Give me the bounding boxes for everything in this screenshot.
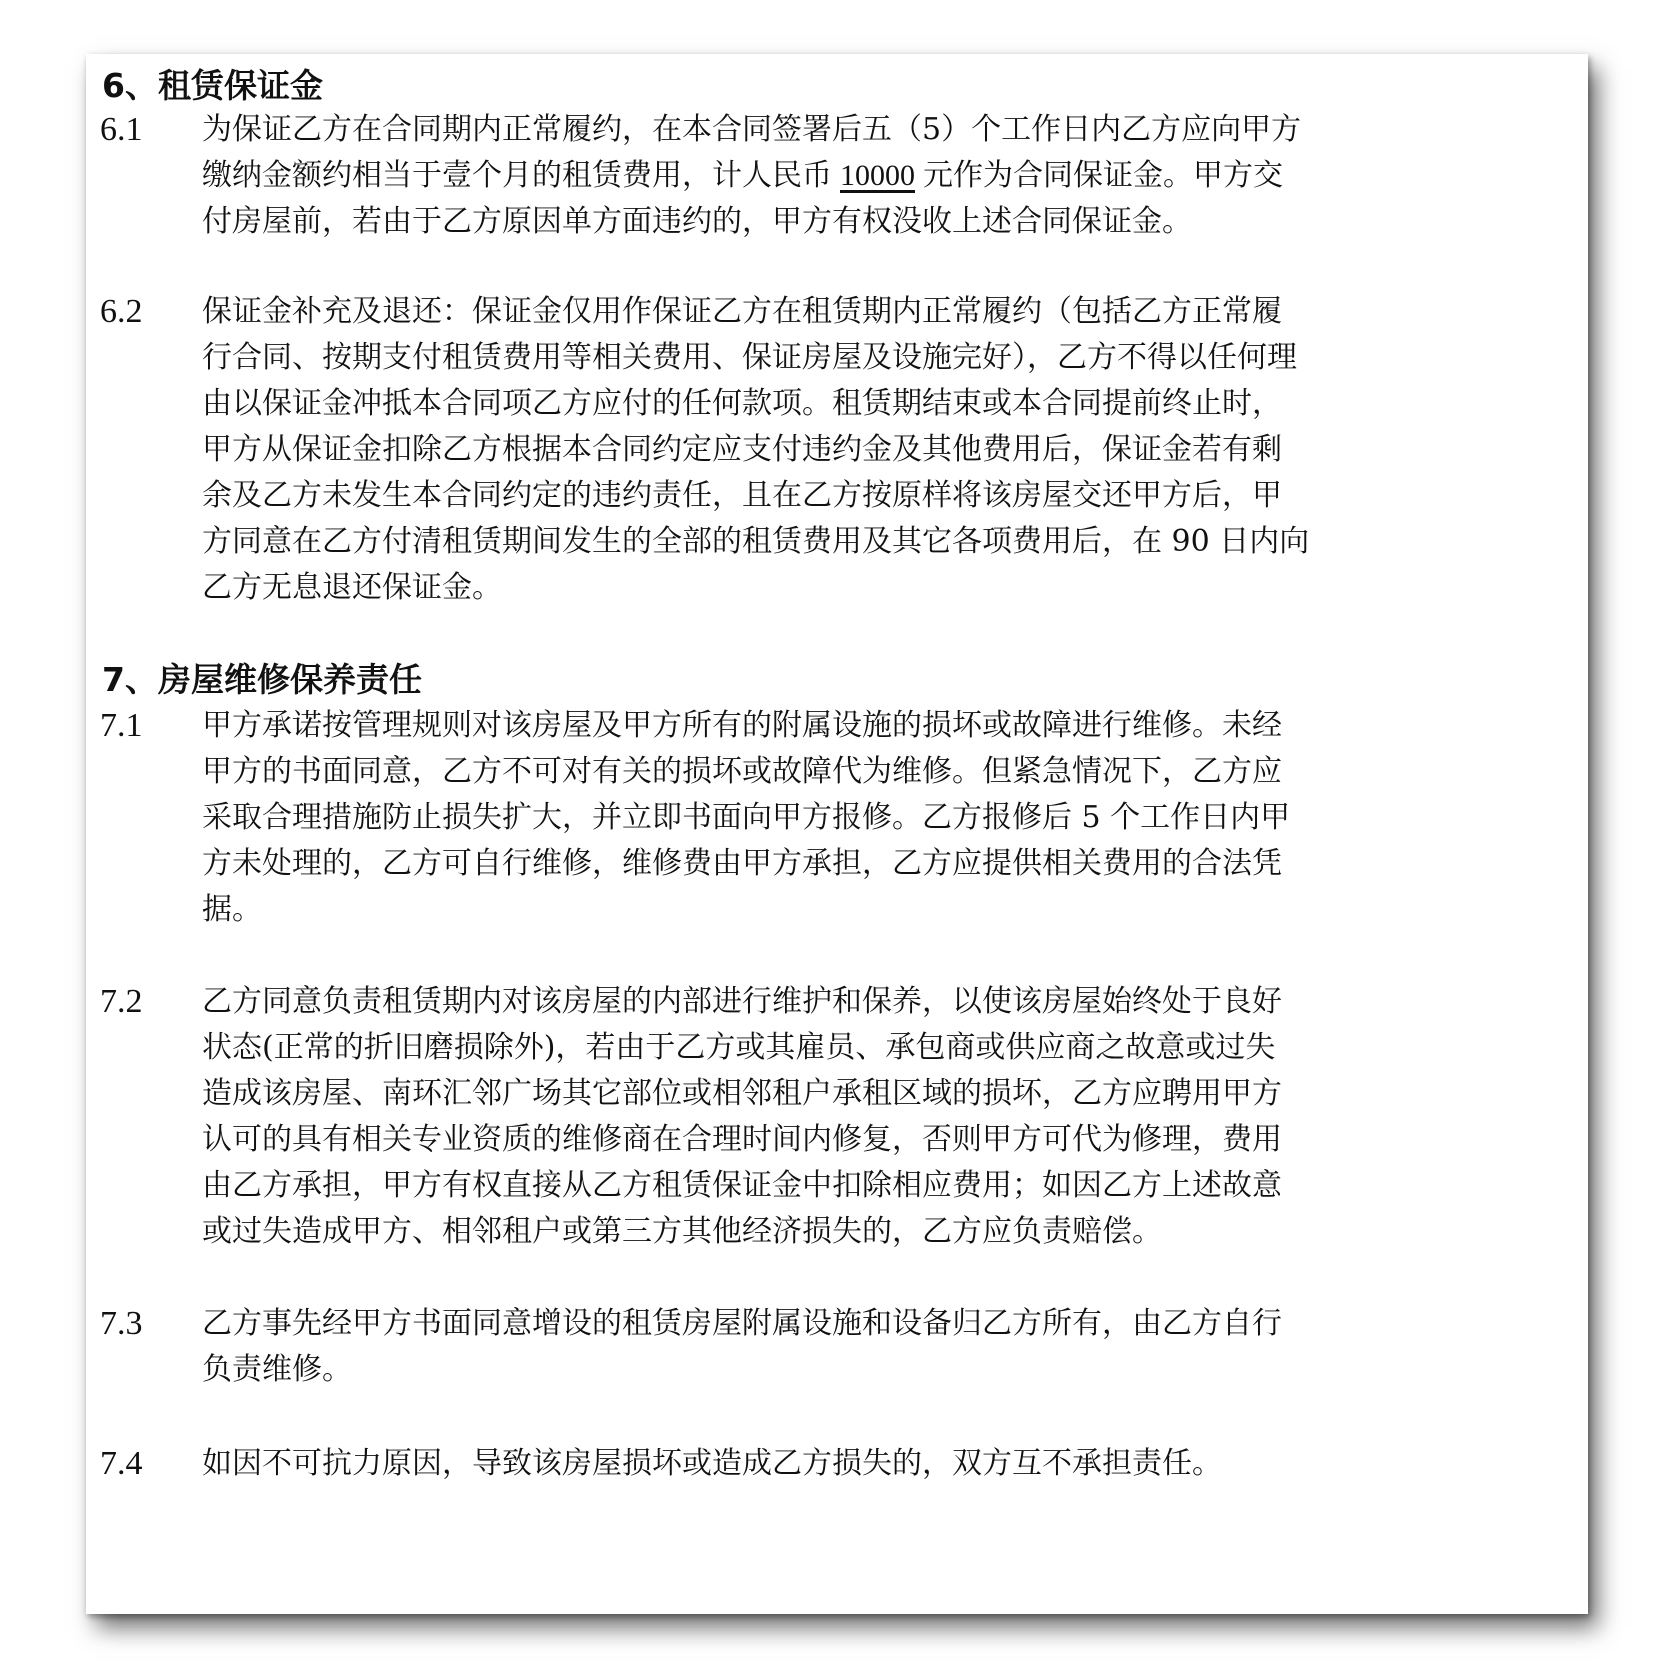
deposit-amount: 10000 — [840, 159, 915, 192]
clause-7-3-number: 7.3 — [100, 1305, 143, 1342]
clause-7-1-line-5: 据。 — [202, 892, 262, 927]
clause-7-2-line-4: 认可的具有相关专业资质的维修商在合理时间内修复，否则甲方可代为修理，费用 — [202, 1122, 1282, 1157]
clause-6-2-line-5: 余及乙方未发生本合同约定的违约责任，且在乙方按原样将该房屋交还甲方后，甲 — [202, 478, 1282, 513]
clause-7-2-line-3: 造成该房屋、南环汇邻广场其它部位或相邻租户承租区域的损坏，乙方应聘用甲方 — [202, 1076, 1282, 1111]
clause-6-1-line-2-text-end: 元作为合同保证金。甲方交 — [923, 158, 1283, 193]
clause-7-3-line-2: 负责维修。 — [202, 1352, 352, 1387]
clause-6-1-line-1: 为保证乙方在合同期内正常履约，在本合同签署后五（5）个工作日内乙方应向甲方 — [202, 112, 1302, 147]
clause-6-2-line-6: 方同意在乙方付清租赁期间发生的全部的租赁费用及其它各项费用后，在 90 日内向 — [202, 524, 1310, 559]
clause-6-2-line-3: 由以保证金冲抵本合同项乙方应付的任何款项。租赁期结束或本合同提前终止时， — [202, 386, 1282, 421]
clause-6-2-line-2: 行合同、按期支付租赁费用等相关费用、保证房屋及设施完好），乙方不得以任何理 — [202, 340, 1297, 375]
clause-7-2-number: 7.2 — [100, 983, 143, 1020]
clause-7-4-line-1: 如因不可抗力原因，导致该房屋损坏或造成乙方损失的，双方互不承担责任。 — [202, 1446, 1222, 1481]
clause-6-2-number: 6.2 — [100, 293, 143, 330]
clause-6-1-line-2-text: 缴纳金额约相当于壹个月的租赁费用，计人民币 — [202, 158, 832, 193]
clause-7-4-number: 7.4 — [100, 1445, 143, 1482]
clause-6-2-line-7: 乙方无息退还保证金。 — [202, 570, 502, 605]
clause-6-1-line-2 — [202, 152, 1283, 200]
clause-7-1-line-2: 甲方的书面同意，乙方不可对有关的损坏或故障代为维修。但紧急情况下，乙方应 — [202, 754, 1282, 789]
clause-7-2-line-1: 乙方同意负责租赁期内对该房屋的内部进行维护和保养，以使该房屋始终处于良好 — [202, 984, 1282, 1019]
clause-7-1-line-4: 方未处理的，乙方可自行维修，维修费由甲方承担，乙方应提供相关费用的合法凭 — [202, 846, 1282, 881]
clause-7-1-line-1: 甲方承诺按管理规则对该房屋及甲方所有的附属设施的损坏或故障进行维修。未经 — [202, 708, 1282, 743]
document-page — [86, 54, 1588, 1614]
clause-7-2-line-6: 或过失造成甲方、相邻租户或第三方其他经济损失的，乙方应负责赔偿。 — [202, 1214, 1162, 1249]
clause-7-2-line-2: 状态(正常的折旧磨损除外)，若由于乙方或其雇员、承包商或供应商之故意或过失 — [202, 1030, 1276, 1065]
clause-6-2-line-4: 甲方从保证金扣除乙方根据本合同约定应支付违约金及其他费用后，保证金若有剩 — [202, 432, 1282, 467]
clause-6-2-line-1: 保证金补充及退还：保证金仅用作保证乙方在租赁期内正常履约（包括乙方正常履 — [202, 294, 1282, 329]
clause-7-2-line-5: 由乙方承担，甲方有权直接从乙方租赁保证金中扣除相应费用；如因乙方上述故意 — [202, 1168, 1282, 1203]
clause-7-3-line-1: 乙方事先经甲方书面同意增设的租赁房屋附属设施和设备归乙方所有，由乙方自行 — [202, 1306, 1282, 1341]
section-6-heading: 6、租赁保证金 — [102, 66, 323, 105]
clause-6-1-line-3: 付房屋前，若由于乙方原因单方面违约的，甲方有权没收上述合同保证金。 — [202, 204, 1192, 239]
clause-6-1-number: 6.1 — [100, 111, 143, 148]
clause-7-1-line-3: 采取合理措施防止损失扩大，并立即书面向甲方报修。乙方报修后 5 个工作日内甲 — [202, 800, 1291, 835]
clause-7-1-number: 7.1 — [100, 707, 143, 744]
section-7-heading: 7、房屋维修保养责任 — [102, 660, 422, 699]
